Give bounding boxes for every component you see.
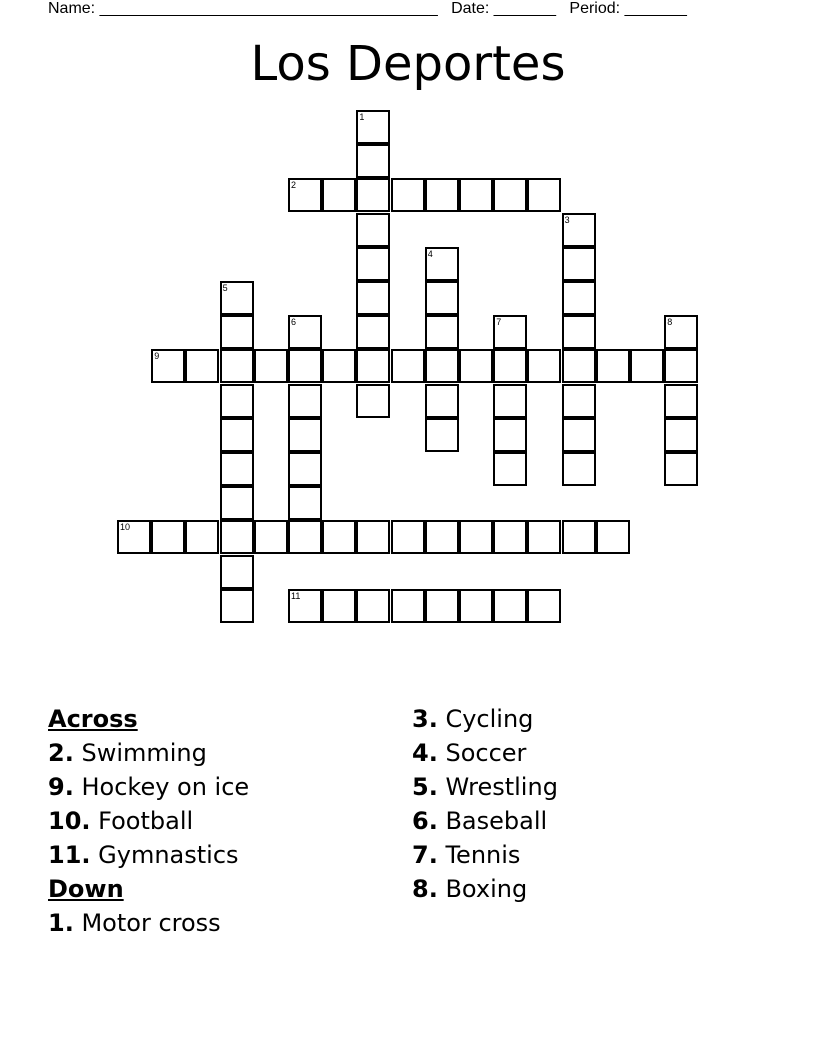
cell-number: 5 xyxy=(222,283,228,293)
crossword-cell[interactable] xyxy=(493,520,527,554)
clues-left-column xyxy=(48,702,249,940)
crossword-cell[interactable] xyxy=(220,486,254,520)
clue-across-2 xyxy=(48,736,249,770)
crossword-cell[interactable] xyxy=(459,589,493,623)
crossword-cell[interactable] xyxy=(356,384,390,418)
crossword-cell[interactable] xyxy=(356,144,390,178)
crossword-cell[interactable] xyxy=(220,520,254,554)
clue-down-3 xyxy=(412,702,558,736)
crossword-cell[interactable] xyxy=(425,247,459,281)
crossword-cell[interactable] xyxy=(288,520,322,554)
clue-number: 11. xyxy=(48,841,91,869)
clue-down-4 xyxy=(412,736,558,770)
clue-text: Tennis xyxy=(445,841,521,869)
crossword-cell[interactable] xyxy=(185,520,219,554)
crossword-cell[interactable] xyxy=(356,110,390,144)
crossword-cell[interactable] xyxy=(562,418,596,452)
crossword-cell[interactable] xyxy=(220,349,254,383)
clue-number: 7. xyxy=(412,841,438,869)
clue-number: 9. xyxy=(48,773,74,801)
clue-text: Football xyxy=(98,807,194,835)
crossword-cell[interactable] xyxy=(356,589,390,623)
clue-number: 6. xyxy=(412,807,438,835)
crossword-cell[interactable] xyxy=(562,384,596,418)
crossword-cell[interactable] xyxy=(220,452,254,486)
name-blank[interactable]: ______________________________________ xyxy=(99,0,438,17)
crossword-cell[interactable] xyxy=(493,315,527,349)
crossword-cell[interactable] xyxy=(391,520,425,554)
crossword-cell[interactable] xyxy=(117,520,151,554)
crossword-cell[interactable] xyxy=(425,178,459,212)
clues-right-column xyxy=(412,702,558,906)
crossword-cell[interactable] xyxy=(425,418,459,452)
crossword-cell[interactable] xyxy=(322,349,356,383)
crossword-cell[interactable] xyxy=(288,384,322,418)
crossword-cell[interactable] xyxy=(288,349,322,383)
crossword-cell[interactable] xyxy=(425,520,459,554)
crossword-cell[interactable] xyxy=(493,589,527,623)
crossword-cell[interactable] xyxy=(356,520,390,554)
period-label: Period: xyxy=(569,0,621,17)
crossword-cell[interactable] xyxy=(322,589,356,623)
crossword-cell[interactable] xyxy=(356,281,390,315)
cell-number: 1 xyxy=(359,112,365,122)
cell-number: 10 xyxy=(120,522,131,533)
clue-text: Wrestling xyxy=(445,773,558,801)
crossword-cell[interactable] xyxy=(562,247,596,281)
crossword-cell[interactable] xyxy=(391,178,425,212)
crossword-cell[interactable] xyxy=(459,178,493,212)
clue-down-8 xyxy=(412,872,558,906)
cell-number: 11 xyxy=(291,590,301,601)
clue-number: 3. xyxy=(412,705,438,733)
crossword-cell[interactable] xyxy=(220,418,254,452)
clue-text: Motor cross xyxy=(81,909,221,937)
clue-down-5 xyxy=(412,770,558,804)
crossword-cell[interactable] xyxy=(425,315,459,349)
cell-number: 6 xyxy=(291,317,297,328)
crossword-cell[interactable] xyxy=(493,452,527,486)
clue-number: 10. xyxy=(48,807,91,835)
crossword-cell[interactable] xyxy=(562,315,596,349)
crossword-cell[interactable] xyxy=(254,520,288,554)
crossword-cell[interactable] xyxy=(562,349,596,383)
crossword-cell[interactable] xyxy=(664,452,698,486)
clue-text: Baseball xyxy=(445,807,548,835)
cell-number: 4 xyxy=(427,248,433,259)
clue-number: 2. xyxy=(48,739,74,767)
clue-text: Cycling xyxy=(445,705,534,733)
clue-down-1 xyxy=(48,906,249,940)
clue-number: 4. xyxy=(412,739,438,767)
crossword-cell[interactable] xyxy=(391,349,425,383)
crossword-cell[interactable] xyxy=(596,349,630,383)
crossword-cell[interactable] xyxy=(493,384,527,418)
crossword-cell[interactable] xyxy=(493,178,527,212)
crossword-cell[interactable] xyxy=(356,247,390,281)
cell-number: 3 xyxy=(564,214,570,225)
page-title: Los Deportes xyxy=(250,36,566,92)
crossword-cell[interactable] xyxy=(220,589,254,623)
crossword-cell[interactable] xyxy=(425,589,459,623)
crossword-cell[interactable] xyxy=(356,315,390,349)
crossword-cell[interactable] xyxy=(527,178,561,212)
crossword-cell[interactable] xyxy=(459,520,493,554)
clue-across-10 xyxy=(48,804,249,838)
crossword-cell[interactable] xyxy=(459,349,493,383)
date-label: Date: xyxy=(451,0,490,17)
crossword-cell[interactable] xyxy=(356,213,390,247)
crossword-cell[interactable] xyxy=(527,520,561,554)
crossword-cell[interactable] xyxy=(664,315,698,349)
clue-text: Swimming xyxy=(81,739,207,767)
crossword-cell[interactable] xyxy=(425,349,459,383)
crossword-cell[interactable] xyxy=(288,178,322,212)
crossword-cell[interactable] xyxy=(664,418,698,452)
crossword-cell[interactable] xyxy=(356,178,390,212)
crossword-cell[interactable] xyxy=(630,349,664,383)
crossword-cell[interactable] xyxy=(288,418,322,452)
clue-down-6 xyxy=(412,804,558,838)
crossword-cell[interactable] xyxy=(664,349,698,383)
period-blank[interactable]: _______ xyxy=(624,0,687,17)
crossword-cell[interactable] xyxy=(425,384,459,418)
down-heading: Down xyxy=(48,875,124,903)
clue-text: Boxing xyxy=(445,875,528,903)
crossword-cell[interactable] xyxy=(220,315,254,349)
clue-number: 1. xyxy=(48,909,74,937)
crossword-cell[interactable] xyxy=(220,384,254,418)
name-label: Name: xyxy=(48,0,96,17)
clue-down-7 xyxy=(412,838,558,872)
crossword-cell[interactable] xyxy=(151,349,185,383)
crossword-cell[interactable] xyxy=(493,349,527,383)
crossword-cell[interactable] xyxy=(425,281,459,315)
crossword-cell[interactable] xyxy=(562,520,596,554)
crossword-cell[interactable] xyxy=(220,281,254,315)
clue-number: 5. xyxy=(412,773,438,801)
crossword-cell[interactable] xyxy=(527,589,561,623)
cell-number: 7 xyxy=(496,317,502,328)
crossword-cell[interactable] xyxy=(596,520,630,554)
cell-number: 2 xyxy=(291,180,297,191)
crossword-cell[interactable] xyxy=(288,315,322,349)
clue-text: Soccer xyxy=(445,739,527,767)
crossword-cell[interactable] xyxy=(254,349,288,383)
crossword-cell[interactable] xyxy=(322,178,356,212)
clue-text: Gymnastics xyxy=(98,841,239,869)
clue-text: Hockey on ice xyxy=(81,773,250,801)
crossword-cell[interactable] xyxy=(391,589,425,623)
crossword-cell[interactable] xyxy=(562,213,596,247)
date-blank[interactable]: _______ xyxy=(493,0,557,17)
clue-number: 8. xyxy=(412,875,438,903)
cell-number: 8 xyxy=(667,317,673,328)
crossword-cell[interactable] xyxy=(356,349,390,383)
clue-across-11 xyxy=(48,838,249,872)
crossword-cell[interactable] xyxy=(220,555,254,589)
crossword-cell[interactable] xyxy=(288,486,322,520)
crossword-cell[interactable] xyxy=(562,281,596,315)
crossword-cell[interactable] xyxy=(288,452,322,486)
crossword-cell[interactable] xyxy=(151,520,185,554)
crossword-cell[interactable] xyxy=(562,452,596,486)
crossword-cell[interactable] xyxy=(493,418,527,452)
clue-across-9 xyxy=(48,770,249,804)
cell-number: 9 xyxy=(154,351,160,362)
crossword-cell[interactable] xyxy=(322,520,356,554)
crossword-cell[interactable] xyxy=(664,384,698,418)
across-heading: Across xyxy=(48,705,138,733)
crossword-cell[interactable] xyxy=(288,589,322,623)
crossword-cell[interactable] xyxy=(527,349,561,383)
crossword-cell[interactable] xyxy=(185,349,219,383)
